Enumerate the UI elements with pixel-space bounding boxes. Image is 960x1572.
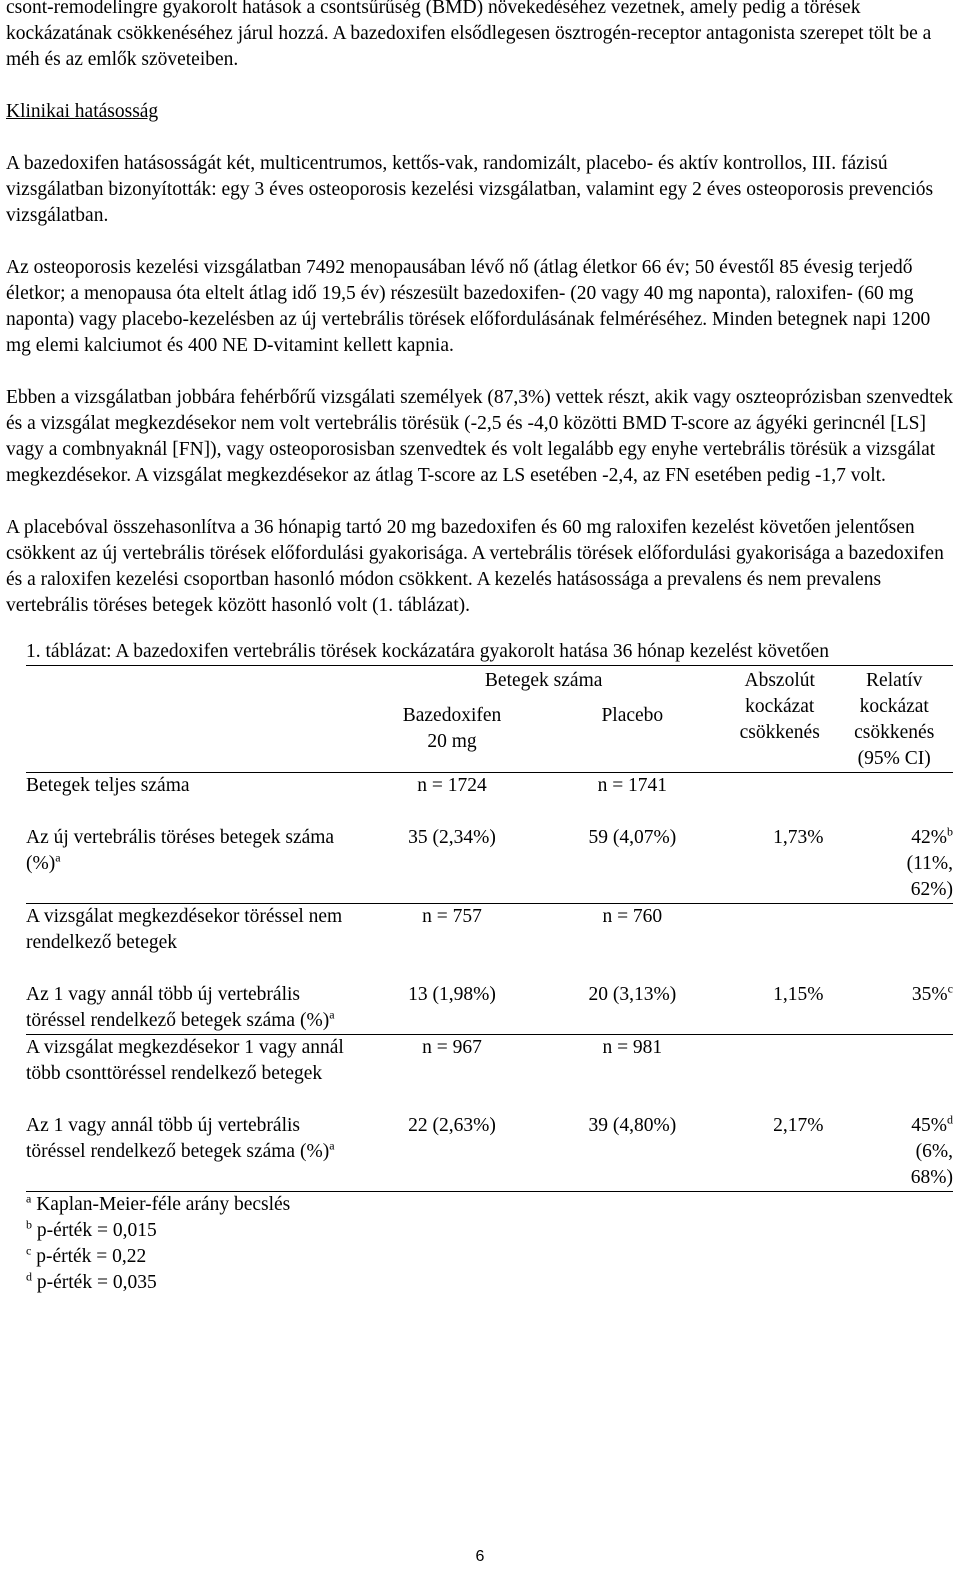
section-heading: Klinikai hatásosság bbox=[6, 101, 159, 122]
paragraph-efficacy: A bazedoxifen hatásosságát két, multicentrumos, kettős-vak, randomizált, placebo- és aktív kontrollos, III. fázisú vizsgálatban bizonyították: egy 3 éves osteoporosis kezelési vizsgálatban, valamint egy 2 éves osteoporosis prevenciós vizsgálatban. bbox=[6, 153, 934, 226]
footnote: $^a$ Kaplan-Meier-féle arány becslés bbox=[26, 1191, 291, 1215]
document-page bbox=[6, 0, 954, 1296]
footnote: $^b$ p-érték = 0,015 bbox=[26, 1217, 157, 1241]
header-absolute-risk: Abszolút kockázat csökkenés bbox=[724, 666, 835, 773]
page-number: 6 bbox=[475, 1548, 485, 1565]
table-row: A vizsgálat megkezdésekor 1 vagy annál több csonttöréssel rendelkező betegek n = 967 n = 981 bbox=[26, 1037, 663, 1084]
table-row: Az 1 vagy annál több új vertebrális töréssel rendelkező betegek száma (%)$^a$ 22 (2,63%) 39 (4,80%) 2,17% 45%$^d$ (6%, 68%) bbox=[26, 1113, 953, 1192]
table-row: Betegek teljes száma n = 1724 n = 1741 bbox=[26, 773, 953, 800]
paragraph-treatment-study: Az osteoporosis kezelési vizsgálatban 7492 menopausában lévő nő (átlag életkor 66 év; 50 évestől 85 évesig terjedő életkor; a menopausa óta eltelt átlag idő 19,5 év) részesült bazedoxifen- (20 vagy 40 mg naponta), raloxifen- (60 mg naponta) vagy placebo-kezelésben az új vertebrális törések előfordulásának felméréséhez. Minden betegnek napi 1200 mg elemi kalciumot és 400 NE D-vitamint kellett kapnia. bbox=[6, 257, 931, 356]
table-header-row bbox=[26, 666, 953, 704]
header-placebo: Placebo bbox=[601, 705, 664, 727]
paragraph-population: Ebben a vizsgálatban jobbára fehérbőrű vizsgálati személyek (87,3%) vettek részt, akik vagy oszteoprózisban szenvedtek és a vizsgálat megkezdésekor nem volt vertebrális törésük (-2,5 és -4,0 közötti BMD T-score az ágyéki gerincnél [LS] vagy a combnyaknál [FN]), vagy osteoporosisban szenvedtek és volt legalább egy enyhe vertebrális törésük a vizsgálat megkezdésekor. A vizsgálat megkezdésekor az átlag T-score az LS esetében -2,4, az FN esetében pedig -1,7 volt. bbox=[6, 387, 954, 486]
table-caption: 1. táblázat: A bazedoxifen vertebrális törések kockázatára gyakorolt hatása 36 hónap kezelést követően bbox=[26, 641, 829, 662]
table-row: A vizsgálat megkezdésekor töréssel nem rendelkező betegek n = 757 n = 760 bbox=[26, 906, 663, 953]
header-patient-count: Betegek száma bbox=[363, 666, 724, 704]
results-table bbox=[26, 665, 953, 1192]
header-relative-risk: Relatív kockázat csökkenés (95% CI) bbox=[835, 666, 953, 773]
table-row: Az új vertebrális töréses betegek száma (%)$^a$ 35 (2,34%) 59 (4,07%) 1,73% 42%$^b$ (11%, 62%) bbox=[26, 825, 953, 904]
table-footnotes bbox=[26, 1192, 954, 1296]
footnote: $^d$ p-érték = 0,035 bbox=[26, 1269, 157, 1293]
paragraph-results: A placebóval összehasonlítva a 36 hónapig tartó 20 mg bazedoxifen és 60 mg raloxifen kezelést követően jelentősen csökkent az új vertebrális törések előfordulási gyakorisága. A vertebrális törések előfordulási gyakorisága a bazedoxifen és a raloxifen kezelési csoportban hasonló módon csökkent. A kezelés hatásossága a prevalens és nem prevalens vertebrális töréses betegek között hasonló volt (1. táblázat). bbox=[6, 517, 944, 616]
table-row: Az 1 vagy annál több új vertebrális töréssel rendelkező betegek száma (%)$^a$ 13 (1,98%) 20 (3,13%) 1,15% 35%$^c$ bbox=[26, 982, 953, 1035]
header-bazedoxifen: Bazedoxifen 20 mg bbox=[402, 705, 502, 753]
paragraph-intro: csont-remodelingre gyakorolt hatások a csontsűrűség (BMD) növekedéséhez vezetnek, amely pedig a törések kockázatának csökkenéséhez járul hozzá. A bazedoxifen elsődlegesen ösztrogén-receptor antagonista szerepet tölt be a méh és az emlők szöveteiben. bbox=[6, 0, 932, 70]
footnote: $^c$ p-érték = 0,22 bbox=[26, 1243, 147, 1267]
